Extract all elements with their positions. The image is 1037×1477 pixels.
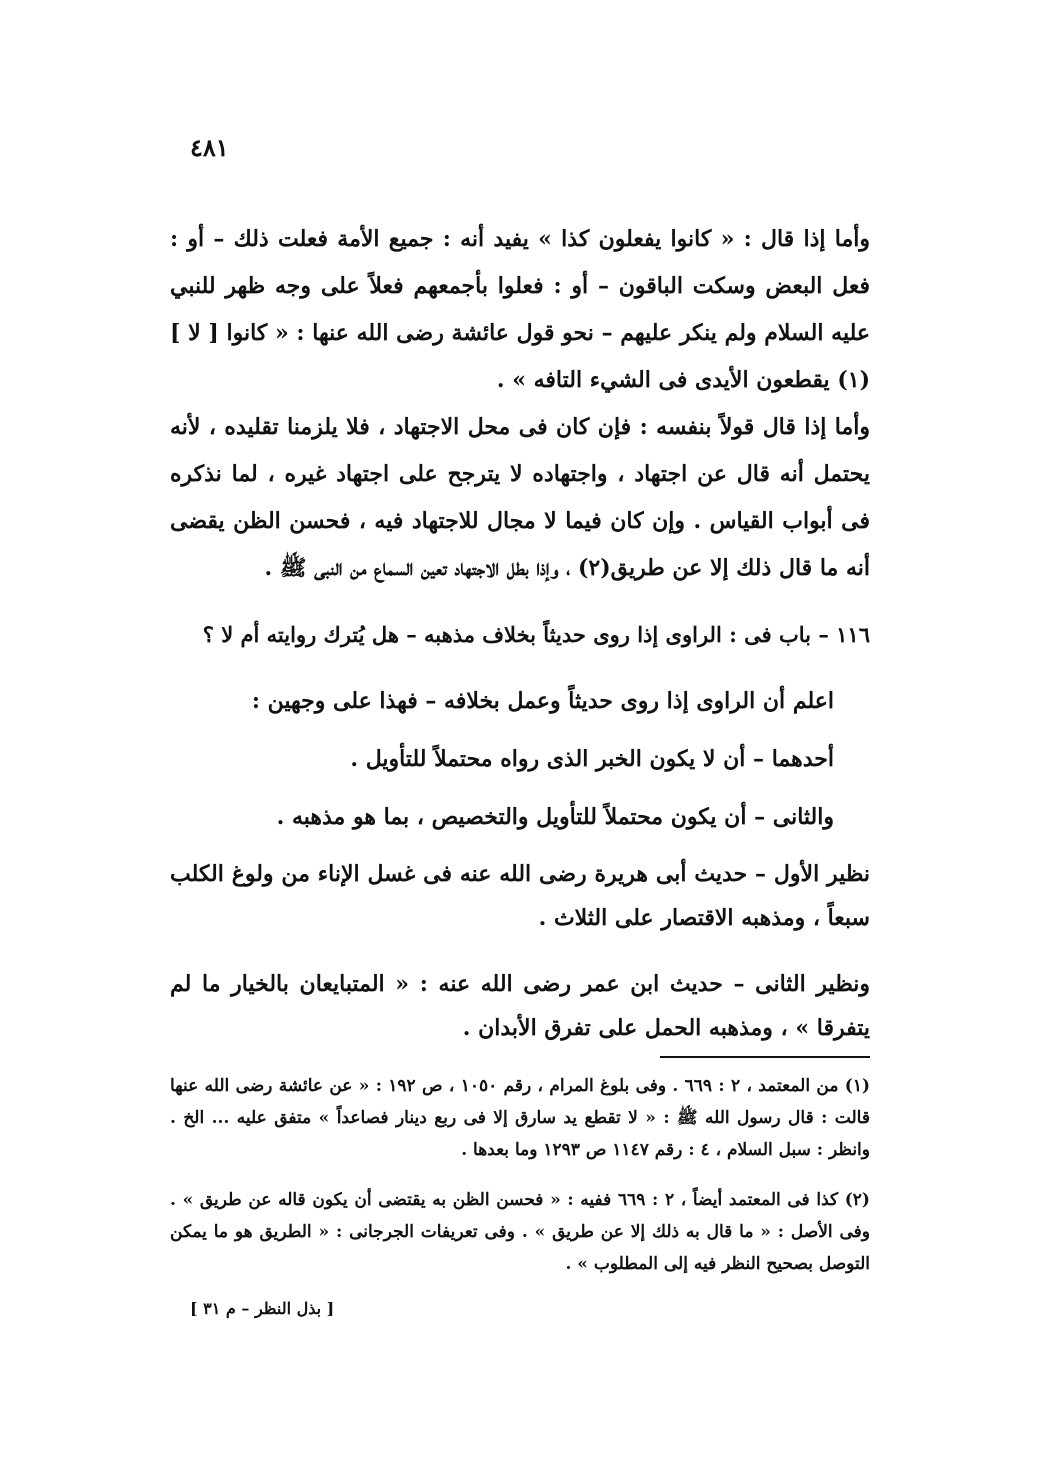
signature-mark: [ بذل النظر – م ٣١ ] <box>190 1299 335 1318</box>
paragraph-2: وأما إذا قال قولاً بنفسه : فإن كان فى محل الاجتهاد ، فلا يلزمنا تقليده ، لأنه يحتمل أنه قال عن اجتهاد ، واجتهاده لا يترجح على اجتهاد غيره ، لما نذكره فى أبواب القياس . وإن كان فيما لا مجال للاجتهاد فيه ، فحسن الظن يقضى أنه ما قال ذلك إلا عن طريق(٢) ، وإذا بطل الاجتهاد تعين السماع من النبى ﷺ . <box>170 414 870 581</box>
page-number: ٤٨١ <box>190 133 229 162</box>
footnote-divider <box>660 1056 870 1058</box>
footnote-1: (١) من المعتمد ، ٢ : ٦٦٩ . وفى بلوغ المرام ، رقم ١٠٥٠ ، ص ١٩٢ : « عن عائشة رضى الله عنها قالت : قال رسول الله ﷺ : « لا تقطع يد سارق إلا فى ربع دينار فصاعداً » متفق عليه ... الخ . وانظر : سبل السلام ، ٤ : رقم ١١٤٧ ص ١٢٩٣ وما بعدها . <box>170 1076 870 1160</box>
section-line-2: أحدهما – أن لا يكون الخبر الذى رواه محتملاً للتأويل . <box>350 746 834 772</box>
footnote-2: (٢) كذا فى المعتمد أيضاً ، ٢ : ٦٦٩ ففيه : « فحسن الظن به يقتضى أن يكون قاله عن طريق » . وفى الأصل : « ما قال به ذلك إلا عن طريق » . وفى تعريفات الجرجانى : « الطريق هو ما يمكن التوصل بصحيح النظر فيه إلى المطلوب » . <box>170 1190 870 1274</box>
section-paragraph-2: ونظير الثانى – حديث ابن عمر رضى الله عنه : « المتبايعان بالخيار ما لم يتفرقا » ، ومذهبه الحمل على تفرق الأبدان . <box>170 971 870 1041</box>
paragraph-1: وأما إذا قال : « كانوا يفعلون كذا » يفيد أنه : جميع الأمة فعلت ذلك – أو : فعل البعض وسكت الباقون – أو : فعلوا بأجمعهم فعلاً على وجه ظهر للنبي عليه السلام ولم ينكر عليهم – نحو قول عائشة رضى الله عنها : « كانوا [ لا ](١) يقطعون الأيدى فى الشيء التافه » . <box>170 226 870 393</box>
section-paragraph-1: نظير الأول – حديث أبى هريرة رضى الله عنه فى غسل الإناء من ولوغ الكلب سبعاً ، ومذهبه الاقتصار على الثلاث . <box>170 861 870 931</box>
section-line-3: والثانى – أن يكون محتملاً للتأويل والتخصيص ، بما هو مذهبه . <box>276 804 834 830</box>
section-heading: ١١٦ – باب فى : الراوى إذا روى حديثاً بخلاف مذهبه – هل يُترك روايته أم لا ؟ <box>202 622 870 647</box>
section-line-1: اعلم أن الراوى إذا روى حديثاً وعمل بخلافه – فهذا على وجهين : <box>251 688 834 714</box>
